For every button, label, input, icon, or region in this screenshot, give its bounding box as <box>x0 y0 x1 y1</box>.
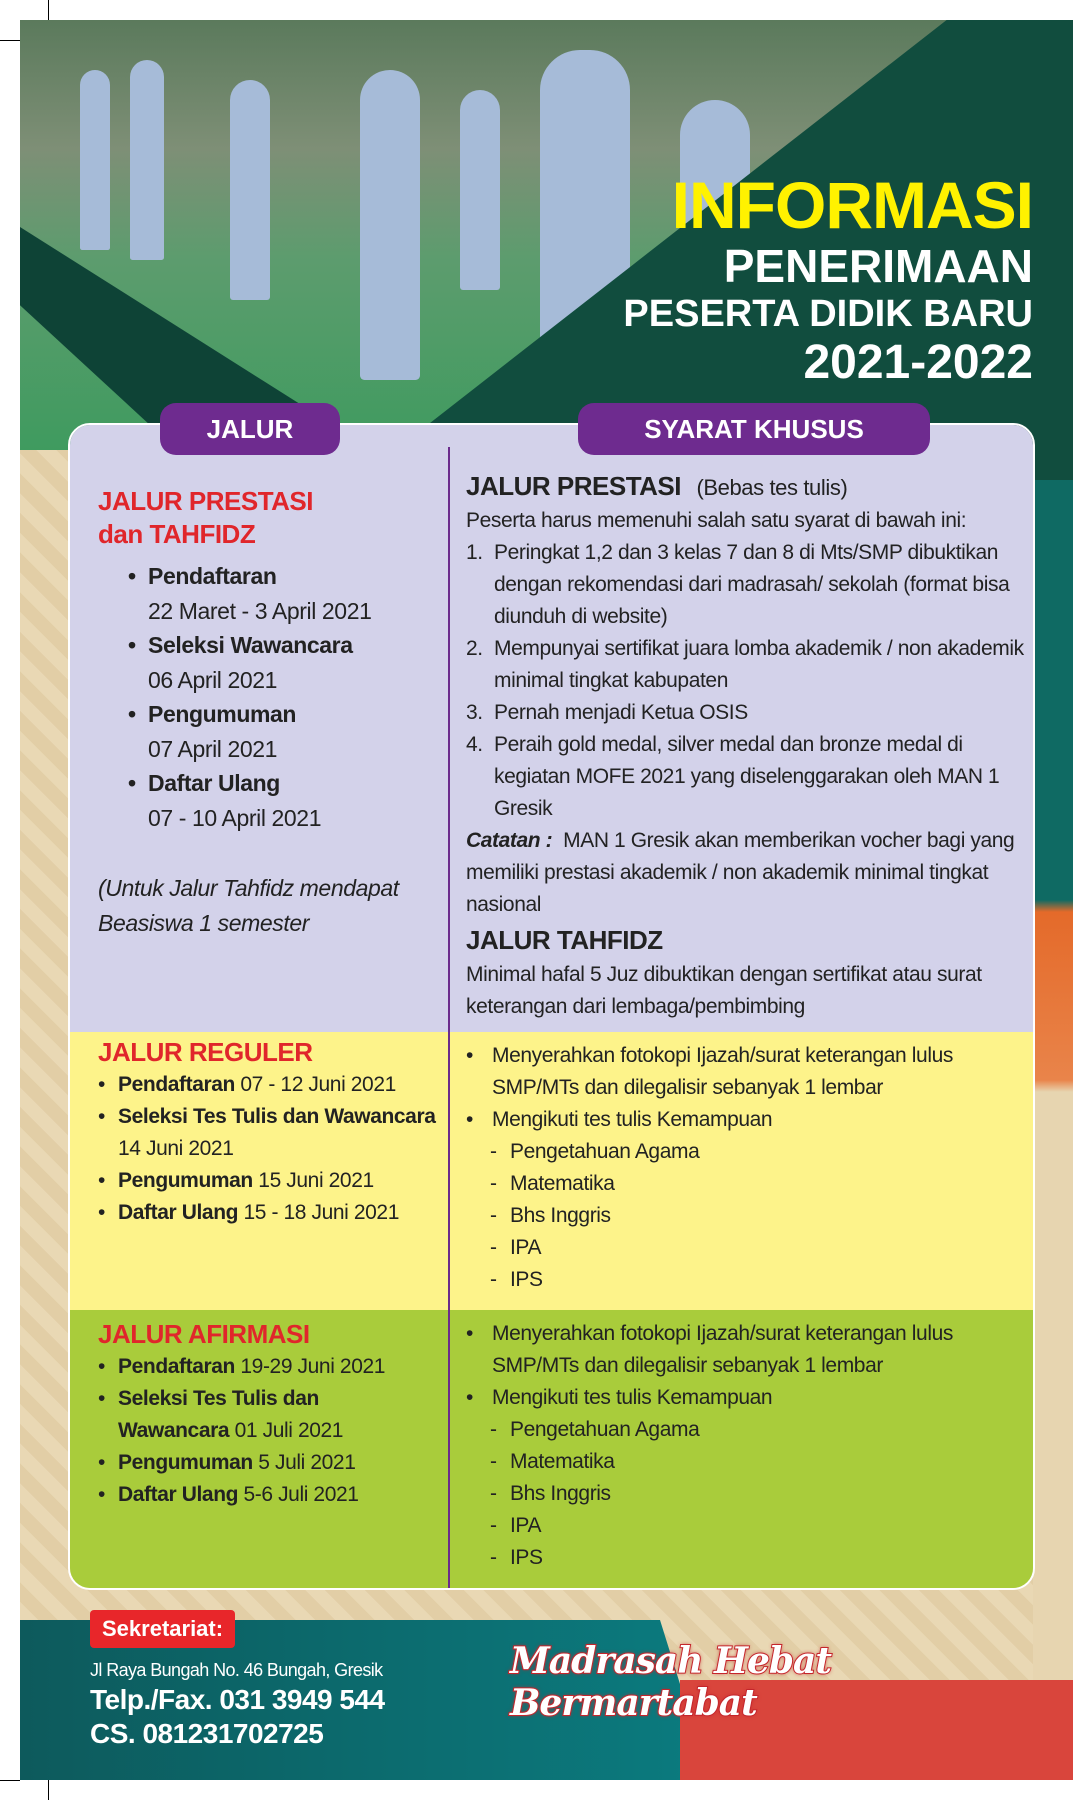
afirmasi-requirements <box>466 1318 1026 1574</box>
req-item: • Mengikuti tes tulis Kemampuan <box>466 1382 1026 1414</box>
title-block <box>623 170 1033 390</box>
title-informasi: INFORMASI <box>671 168 1033 242</box>
schedule-date: 06 April 2021 <box>148 666 278 693</box>
tahfidz-title: JALUR TAHFIDZ <box>466 925 663 955</box>
slogan: Madrasah Hebat Bermartabat <box>510 1640 831 1724</box>
req-item: 4. Peraih gold medal, silver medal dan bronze medal di kegiatan MOFE 2021 yang diselenggarakan oleh MAN 1 Gresik <box>466 733 1000 820</box>
catatan: Catatan : MAN 1 Gresik akan memberikan vocher bagi yang memiliki prestasi akademik / non akademik minimal tingkat nasional <box>466 829 1015 916</box>
crop-mark <box>0 1780 20 1781</box>
subject-item: - IPA <box>466 1232 1026 1264</box>
crop-mark <box>48 1780 49 1800</box>
crop-mark <box>0 40 20 41</box>
jalur-title: dan TAHFIDZ <box>98 519 256 549</box>
title-penerimaan: PENERIMAAN <box>723 240 1033 292</box>
sekretariat-label: Sekretariat: <box>90 1610 235 1648</box>
subject-item: - IPS <box>466 1542 1026 1574</box>
subject-item: - Matematika <box>466 1446 1026 1478</box>
schedule-item: • Pengumuman 15 Juni 2021 <box>98 1165 438 1197</box>
req-item: 3. Pernah menjadi Ketua OSIS <box>466 701 748 724</box>
title-peserta: PESERTA DIDIK BARU <box>623 293 1033 335</box>
subject-item: - Bhs Inggris <box>466 1200 1026 1232</box>
reguler-requirements <box>466 1040 1026 1296</box>
req-item: 1. Peringkat 1,2 dan 3 kelas 7 dan 8 di Mts/SMP dibuktikan dengan rekomendasi dari madrasah/ sekolah (format bisa diunduh di website) <box>466 541 1010 628</box>
jalur-title: JALUR REGULER <box>98 1037 313 1067</box>
header-syarat-khusus: SYARAT KHUSUS <box>578 403 930 455</box>
schedule-item: • Daftar Ulang 15 - 18 Juni 2021 <box>98 1197 438 1229</box>
req-item: 2. Mempunyai sertifikat juara lomba akademik / non akademik minimal tingkat kabupaten <box>466 637 1024 692</box>
req-subtitle: (Bebas tes tulis) <box>696 475 848 500</box>
subject-item: - Pengetahuan Agama <box>466 1136 1026 1168</box>
schedule-date: 07 April 2021 <box>148 735 278 762</box>
schedule-date: 07 - 10 April 2021 <box>148 804 322 831</box>
jalur-title: JALUR AFIRMASI <box>98 1319 310 1349</box>
req-item: • Mengikuti tes tulis Kemampuan <box>466 1104 1026 1136</box>
tahfidz-note: (Untuk Jalur Tahfidz mendapat Beasiswa 1 semester <box>98 875 399 936</box>
req-intro: Peserta harus memenuhi salah satu syarat di bawah ini: <box>466 509 967 532</box>
schedule-item: • Pengumuman 5 Juli 2021 <box>98 1447 438 1479</box>
schedule-item: • Daftar Ulang 5-6 Juli 2021 <box>98 1479 438 1511</box>
side-decoration <box>1033 480 1073 1680</box>
subject-item: - Bhs Inggris <box>466 1478 1026 1510</box>
poster <box>20 20 1073 1780</box>
prestasi-requirements <box>466 467 1026 1023</box>
subject-item: - Matematika <box>466 1168 1026 1200</box>
header-jalur: JALUR <box>160 403 340 455</box>
customer-service: CS. 081231702725 <box>90 1718 324 1749</box>
req-title: JALUR PRESTASI <box>466 471 681 501</box>
req-item: • Menyerahkan fotokopi Ijazah/surat keterangan lulus SMP/MTs dan dilegalisir sebanyak 1 lembar <box>466 1040 1026 1104</box>
jalur-title: JALUR PRESTASI <box>98 486 313 516</box>
reguler-schedule <box>98 1036 438 1229</box>
row-reguler <box>70 1032 1033 1310</box>
schedule-date: 22 Maret - 3 April 2021 <box>148 597 372 624</box>
tahfidz-text: Minimal hafal 5 Juz dibuktikan dengan sertifikat atau surat keterangan dari lembaga/pembimbing <box>466 963 982 1018</box>
schedule-label: • Pengumuman <box>128 697 438 732</box>
prestasi-schedule <box>98 485 438 940</box>
column-divider <box>448 447 450 1588</box>
subject-item: - IPA <box>466 1510 1026 1542</box>
crop-mark <box>48 0 49 20</box>
row-afirmasi <box>70 1310 1033 1590</box>
subject-item: - IPS <box>466 1264 1026 1296</box>
schedule-label: • Pendaftaran <box>128 559 438 594</box>
row-prestasi <box>70 425 1033 1032</box>
schedule-label: • Seleksi Wawancara <box>128 628 438 663</box>
phone: Telp./Fax. 031 3949 544 <box>90 1684 385 1715</box>
afirmasi-schedule <box>98 1318 438 1511</box>
info-table <box>68 423 1035 1590</box>
schedule-label: • Daftar Ulang <box>128 766 438 801</box>
address: Jl Raya Bungah No. 46 Bungah, Gresik <box>90 1660 383 1680</box>
title-year: 2021-2022 <box>803 336 1033 389</box>
req-item: • Menyerahkan fotokopi Ijazah/surat keterangan lulus SMP/MTs dan dilegalisir sebanyak 1 lembar <box>466 1318 1026 1382</box>
schedule-item: • Pendaftaran 19-29 Juni 2021 <box>98 1351 438 1383</box>
subject-item: - Pengetahuan Agama <box>466 1414 1026 1446</box>
schedule-item: • Seleksi Tes Tulis dan Wawancara 14 Juni 2021 <box>98 1101 438 1165</box>
schedule-item: • Seleksi Tes Tulis dan Wawancara 01 Juli 2021 <box>98 1383 358 1447</box>
schedule-item: • Pendaftaran 07 - 12 Juni 2021 <box>98 1069 438 1101</box>
